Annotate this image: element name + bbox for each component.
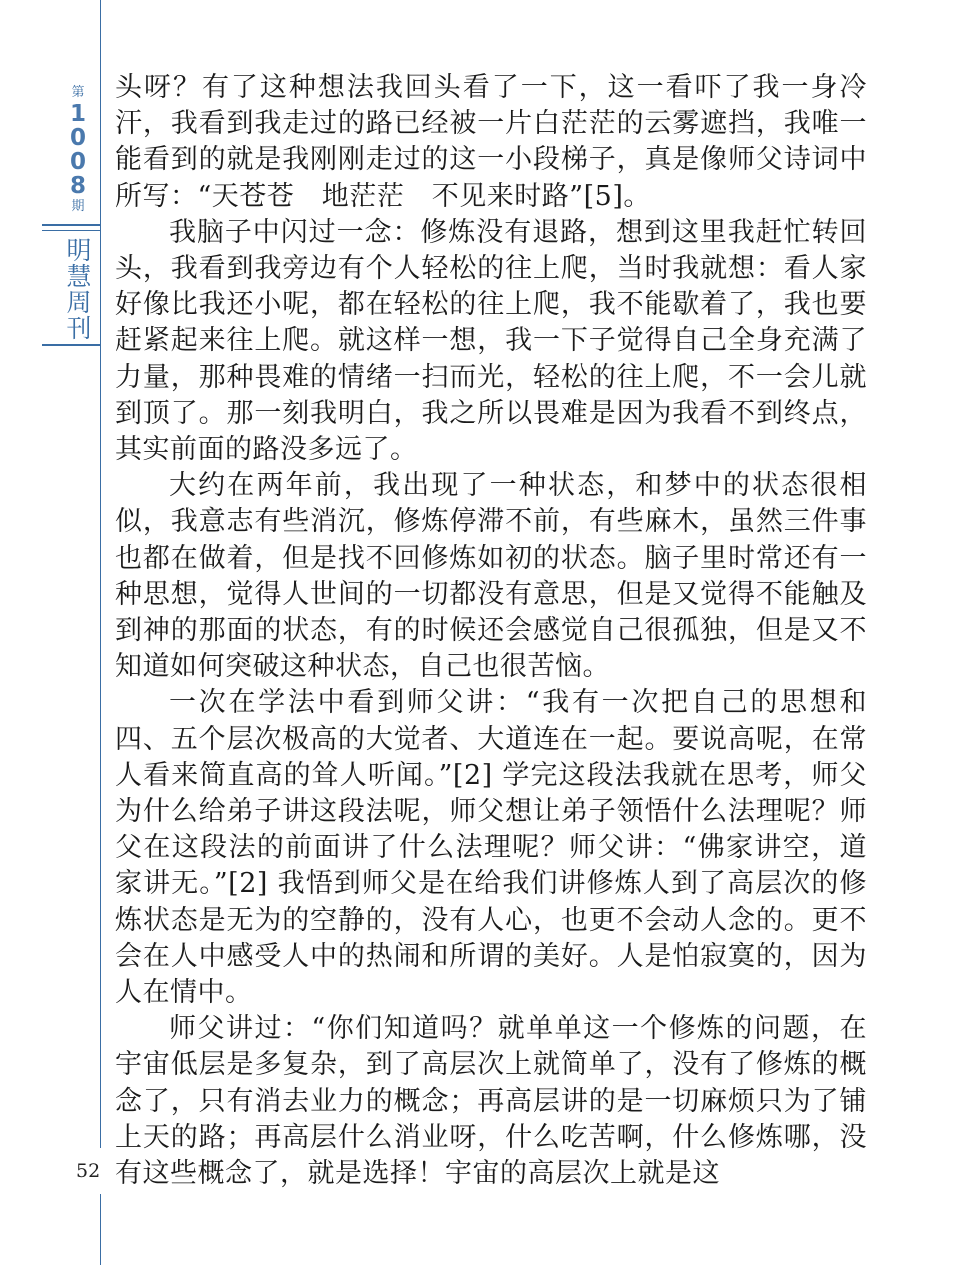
- issue-digit: 1: [69, 101, 86, 127]
- publication-char: 慧: [66, 262, 92, 291]
- divider: [42, 344, 100, 346]
- issue-digit: 0: [69, 149, 86, 175]
- publication-char: 明: [66, 236, 92, 265]
- divider: [42, 230, 100, 231]
- publication-char: 周: [66, 288, 92, 317]
- issue-prefix: 第: [71, 85, 85, 100]
- paragraph: 我脑子中闪过一念：修炼没有退路，想到这里我赶忙转回头，我看到我旁边有个人轻松的往上爬，当时我就想：看人家好像比我还小呢，都在轻松的往上爬，我不能歇着了，我也要赶紧起来往上爬。就这样一想，我一下子觉得自己全身充满了力量，那种畏难的情绪一扫而光，轻松的往上爬，不一会儿就到顶了。那一刻我明白，我之所以畏难是因为我看不到终点，其实前面的路没多远了。: [115, 216, 867, 466]
- page-number: 52: [76, 1160, 101, 1182]
- publication-title: [60, 238, 98, 342]
- publication-char: 刊: [66, 314, 92, 343]
- paragraph: 大约在两年前，我出现了一种状态，和梦中的状态很相似，我意志有些消沉，修炼停滞不前，有些麻木，虽然三件事也都在做着，但是找不回修炼如初的状态。脑子里时常还有一种思想，觉得人世间的一切都没有意思，但是又觉得不能触及到神的那面的状态，有的时候还会感觉自己很孤独，但是又不知道如何突破这种状态，自己也很苦恼。: [115, 470, 867, 683]
- margin-rule: [100, 0, 101, 1265]
- paragraph: 头呀？有了这种想法我回头看了一下，这一看吓了我一身冷汗，我看到我走过的路已经被一片白茫茫的云雾遮挡，我唯一能看到的就是我刚刚走过的这一小段梯子，真是像师父诗词中所写：“天苍苍 地茫茫 不见来时路”[5]。: [115, 72, 867, 212]
- paragraph: 一次在学法中看到师父讲：“我有一次把自己的思想和四、五个层次极高的大觉者、大道连在一起。要说高呢，在常人看来简直高的耸人听闻。”[2] 学完这段法我就在思考，师父为什么给弟子讲这段法呢，师父想让弟子领悟什么法理呢？师父在这段法的前面讲了什么法理呢？师父讲：“佛家讲空，道家讲无。”[2] 我悟到师父是在给我们讲修炼人到了高层次的修炼状态是无为的空静的，没有人心，也更不会动人念的。更不会在人中感受人中的热闹和所谓的美好。人是怕寂寞的，因为人在情中。: [115, 687, 867, 1009]
- article-body: [115, 70, 867, 1192]
- sidebar: [0, 0, 100, 1265]
- paragraph: 师父讲过：“你们知道吗？就单单这一个修炼的问题，在宇宙低层是多复杂，到了高层次上就简单了，没有了修炼的概念了，只有消去业力的概念；再高层讲的是一切麻烦只为了铺上天的路；再高层什么消业呀，什么吃苦啊，什么修炼哪，没有这些概念了，就是选择！宇宙的高层次上就是这: [115, 1013, 867, 1190]
- divider: [42, 224, 100, 226]
- issue-number: [58, 84, 98, 216]
- issue-digit: 0: [69, 125, 86, 151]
- issue-suffix: 期: [71, 199, 85, 214]
- issue-digit: 8: [69, 173, 86, 199]
